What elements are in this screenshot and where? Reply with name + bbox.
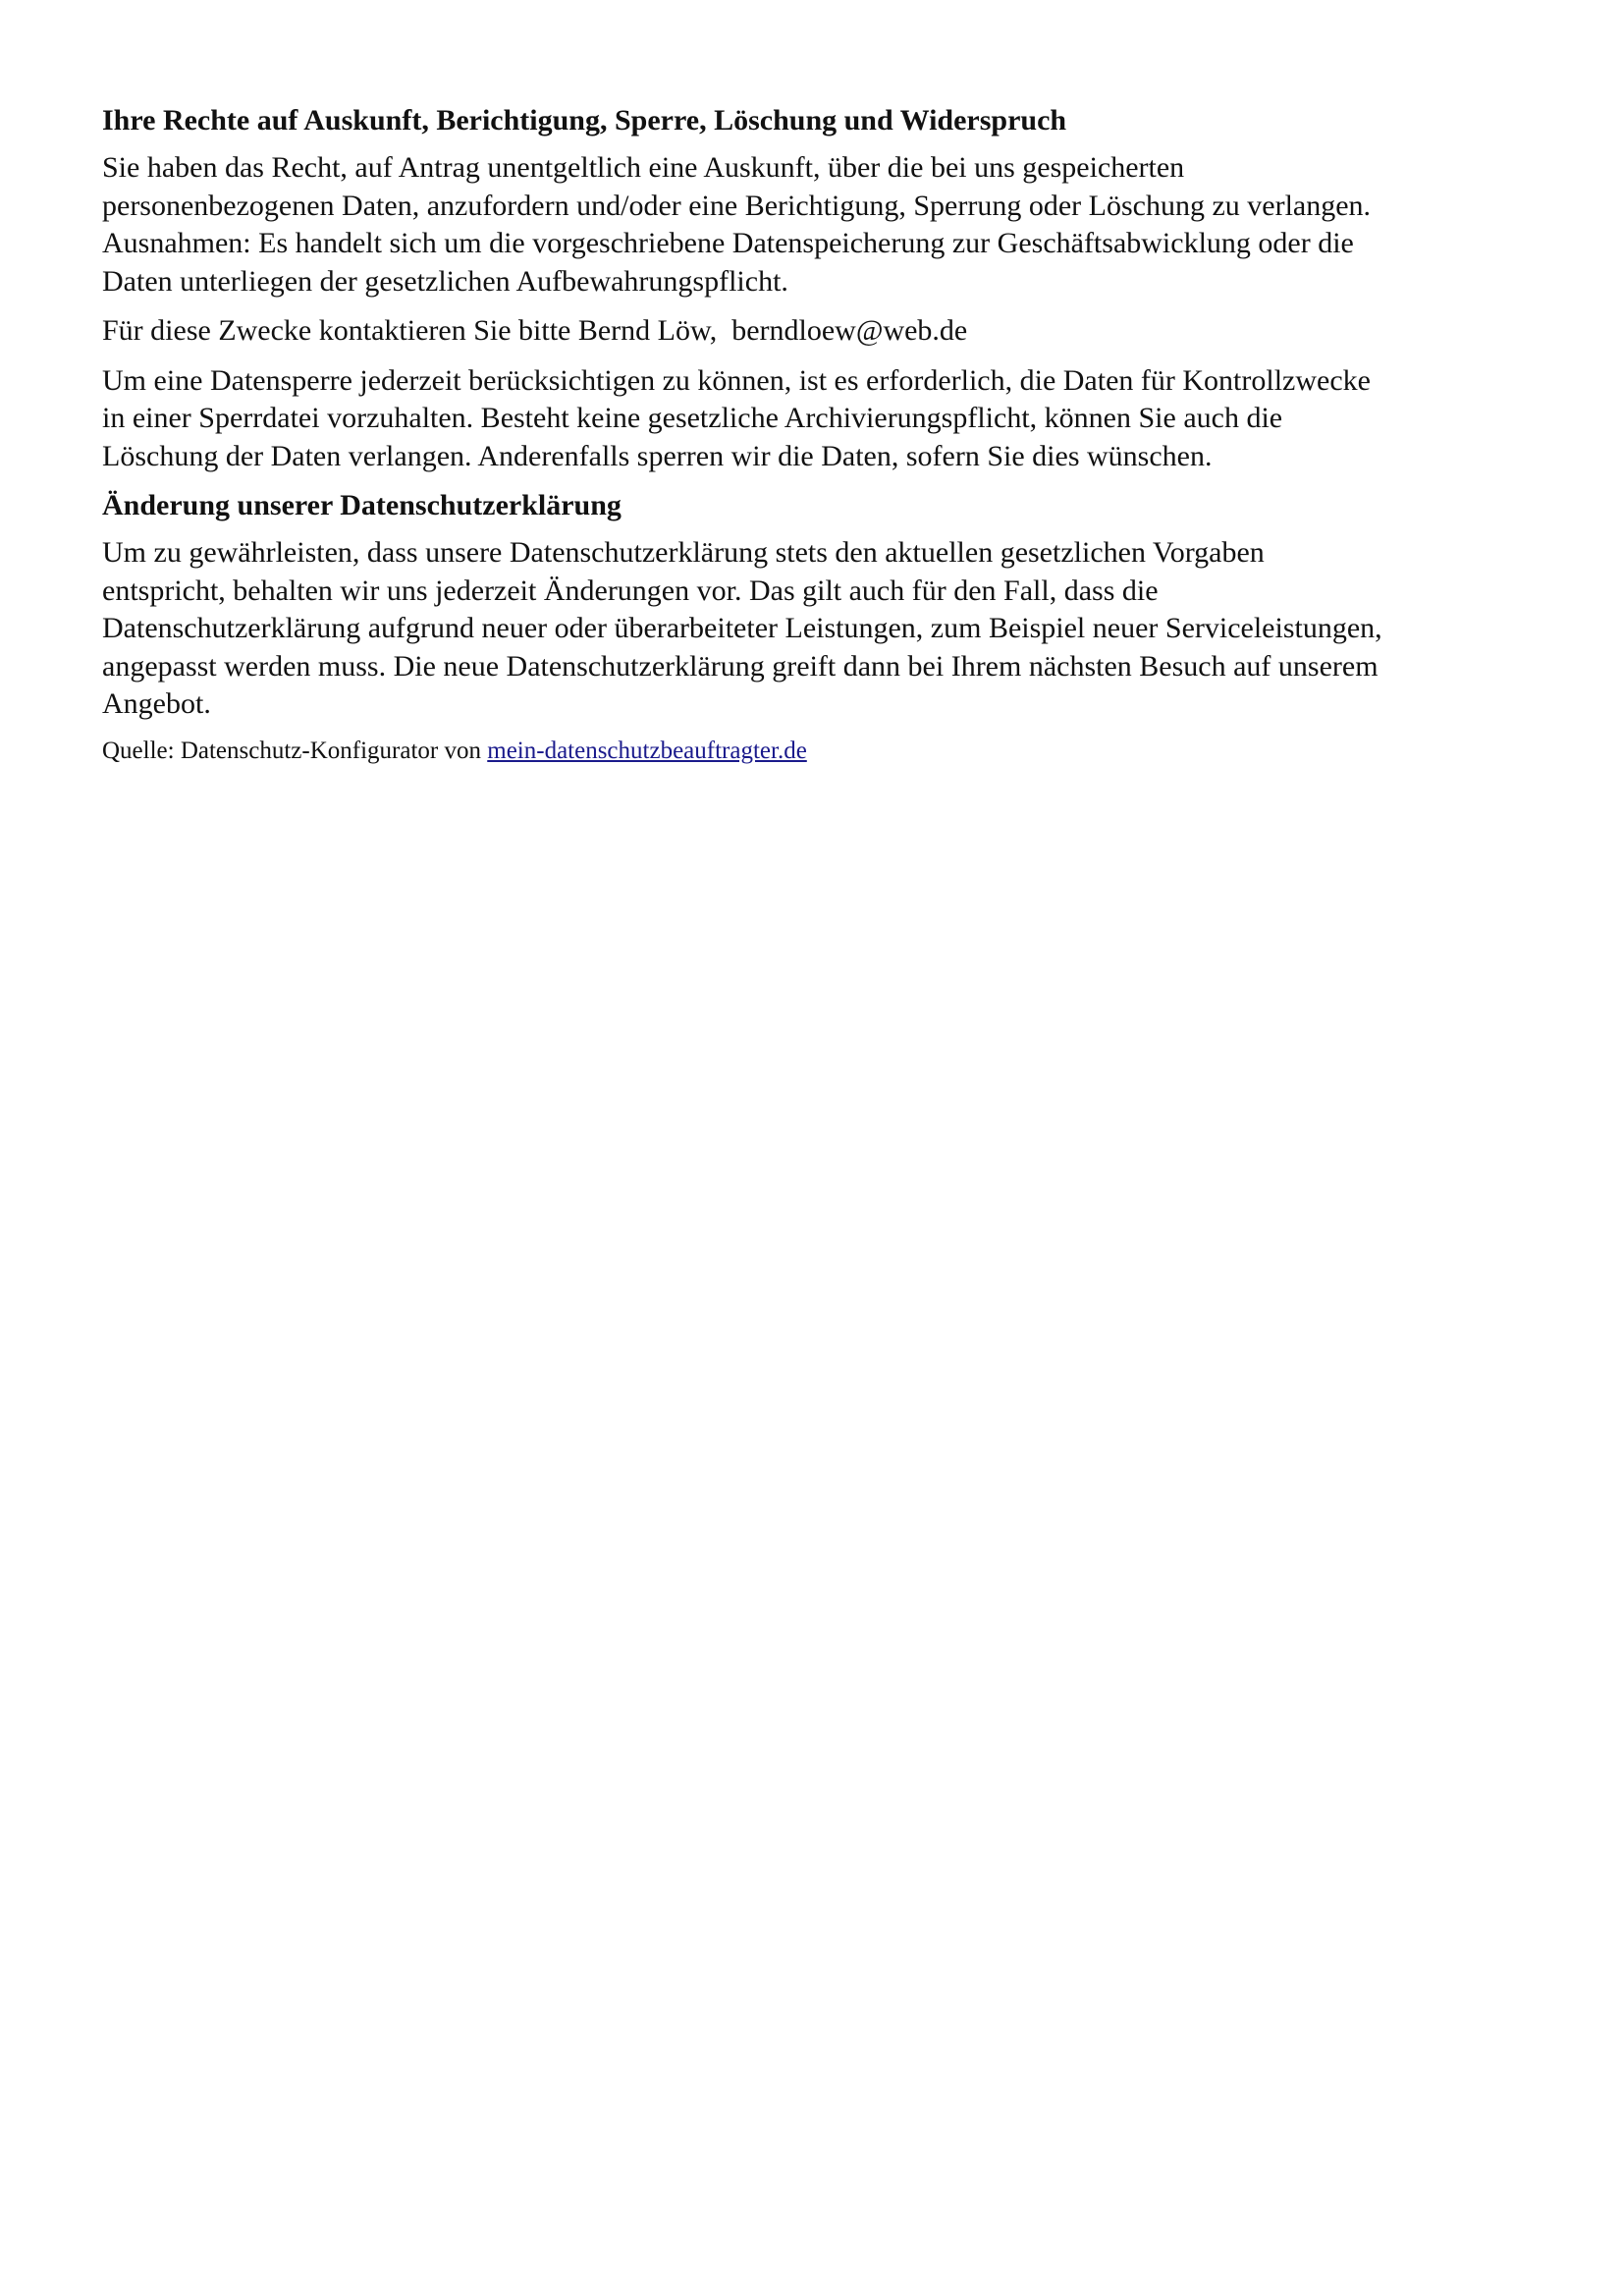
section-heading-rights: Ihre Rechte auf Auskunft, Berichtigung, Sperre, Löschung und Widerspruch: [102, 104, 1067, 137]
changes-paragraph-line: Angebot.: [102, 687, 211, 720]
changes-paragraph-line: Datenschutzerklärung aufgrund neuer oder überarbeiteter Leistungen, zum Beispiel neuer Serviceleistungen,: [102, 612, 1382, 644]
contact-text: Für diese Zwecke kontaktieren Sie bitte Bernd Löw, berndloew@web.de: [102, 314, 968, 347]
rights-paragraph-line: personenbezogenen Daten, anzufordern und/oder eine Berichtigung, Sperrung oder Löschung zu verlangen.: [102, 189, 1372, 222]
data-lock-paragraph-line: Um eine Datensperre jederzeit berücksichtigen zu können, ist es erforderlich, die Daten für Kontrollzwecke: [102, 363, 1371, 397]
source-prefix: Quelle: Datenschutz-Konfigurator von: [102, 737, 488, 764]
contact-paragraph: [102, 312, 1545, 351]
data-lock-paragraph-line: in einer Sperrdatei vorzuhalten. Besteht keine gesetzliche Archivierungspflicht, können Sie auch die: [102, 402, 1283, 434]
changes-paragraph-line: entspricht, behalten wir uns jederzeit Änderungen vor. Das gilt auch für den Fall, dass die: [102, 574, 1159, 607]
rights-paragraph-line: Ausnahmen: Es handelt sich um die vorgeschriebene Datenspeicherung zur Geschäftsabwicklung oder die: [102, 227, 1354, 259]
section-heading-changes: Änderung unserer Datenschutzerklärung: [102, 489, 622, 521]
document-page: [102, 94, 1545, 767]
source-link[interactable]: mein-datenschutzbeauftragter.de: [487, 737, 807, 764]
changes-paragraph: [102, 534, 1545, 724]
changes-paragraph-line: Um zu gewährleisten, dass unsere Datenschutzerklärung stets den aktuellen gesetzlichen Vorgaben: [102, 536, 1265, 569]
data-lock-paragraph-line: Löschung der Daten verlangen. Anderenfalls sperren wir die Daten, sofern Sie dies wünschen.: [102, 439, 1213, 472]
rights-paragraph-line: Daten unterliegen der gesetzlichen Aufbewahrungspflicht.: [102, 264, 788, 298]
source-note: [102, 736, 1545, 767]
rights-paragraph-line: Sie haben das Recht, auf Antrag unentgeltlich eine Auskunft, über die bei uns gespeicherten: [102, 151, 1185, 184]
data-lock-paragraph: [102, 362, 1545, 476]
changes-paragraph-line: angepasst werden muss. Die neue Datenschutzerklärung greift dann bei Ihrem nächsten Besuch auf unserem: [102, 649, 1379, 683]
rights-paragraph: [102, 149, 1545, 301]
